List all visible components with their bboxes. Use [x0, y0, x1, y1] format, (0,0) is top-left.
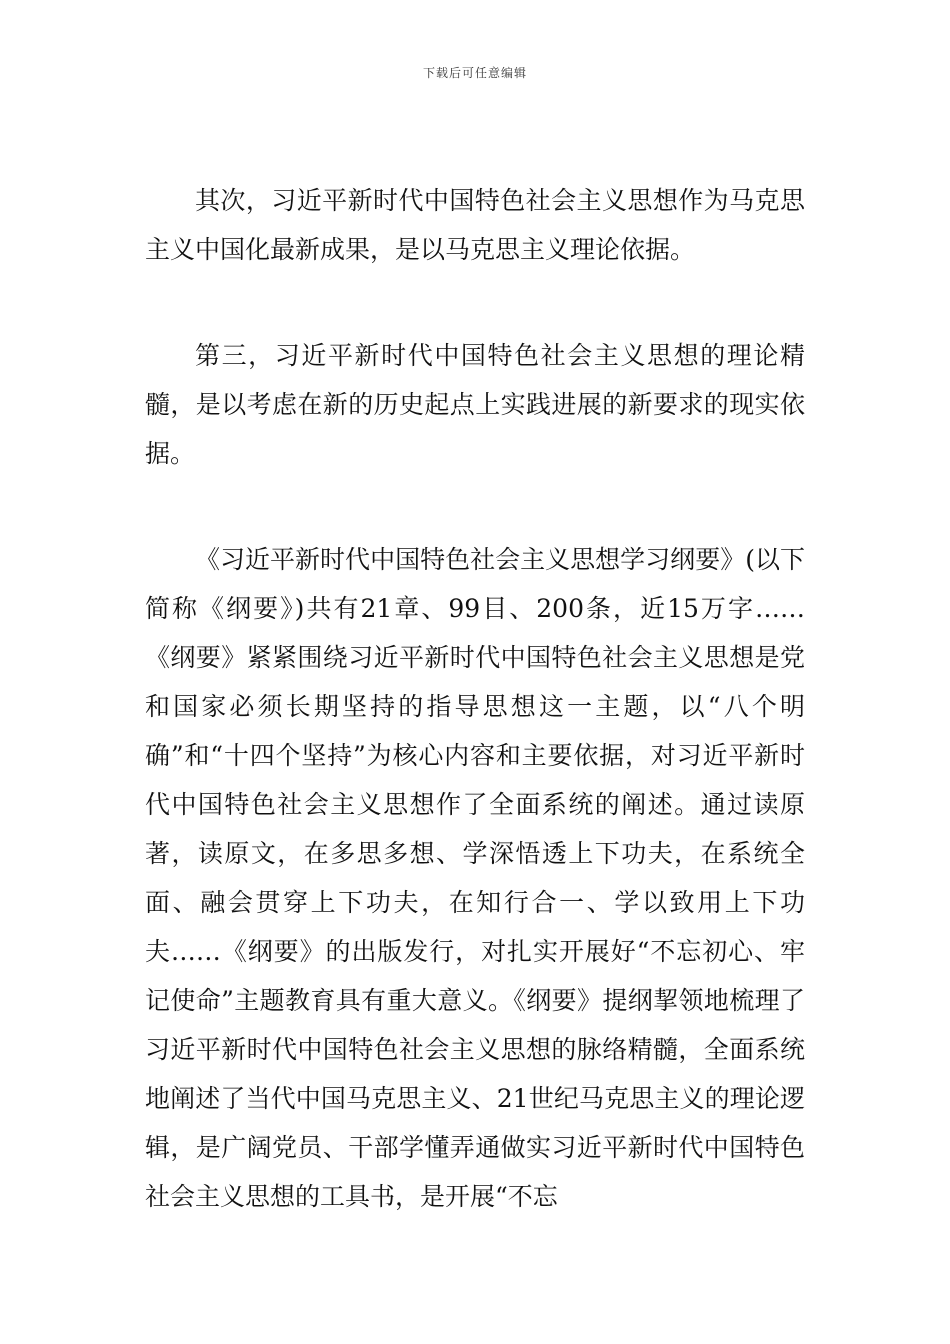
- page-header: 下载后可任意编辑: [422, 66, 527, 80]
- paragraph-2: 第三，习近平新时代中国特色社会主义思想的理论精髓，是以考虑在新的历史起点上实践进展的新要求的现实依据。: [145, 341, 805, 468]
- paragraph-1: 其次，习近平新时代中国特色社会主义思想作为马克思主义中国化最新成果，是以马克思主义理论依据。: [145, 186, 805, 264]
- document-body: [145, 176, 805, 1221]
- paragraph-3: 《习近平新时代中国特色社会主义思想学习纲要》(以下简称《纲要》)共有21章、99目、200条，近15万字……《纲要》紧紧围绕习近平新时代中国特色社会主义思想是党和国家必须长期坚持的指导思想这一主题，以“八个明确”和“十四个坚持”为核心内容和主要依据，对习近平新时代中国特色社会主义思想作了全面系统的阐述。通过读原著，读原文，在多思多想、学深悟透上下功夫，在系统全面、融会贯穿上下功夫，在知行合一、学以致用上下功夫……《纲要》的出版发行，对扎实开展好“不忘初心、牢记使命”主题教育具有重大意义。《纲要》提纲挈领地梳理了习近平新时代中国特色社会主义思想的脉络精髓，全面系统地阐述了当代中国马克思主义、21世纪马克思主义的理论逻辑，是广阔党员、干部学懂弄通做实习近平新时代中国特色社会主义思想的工具书，是开展“不忘: [145, 545, 805, 1211]
